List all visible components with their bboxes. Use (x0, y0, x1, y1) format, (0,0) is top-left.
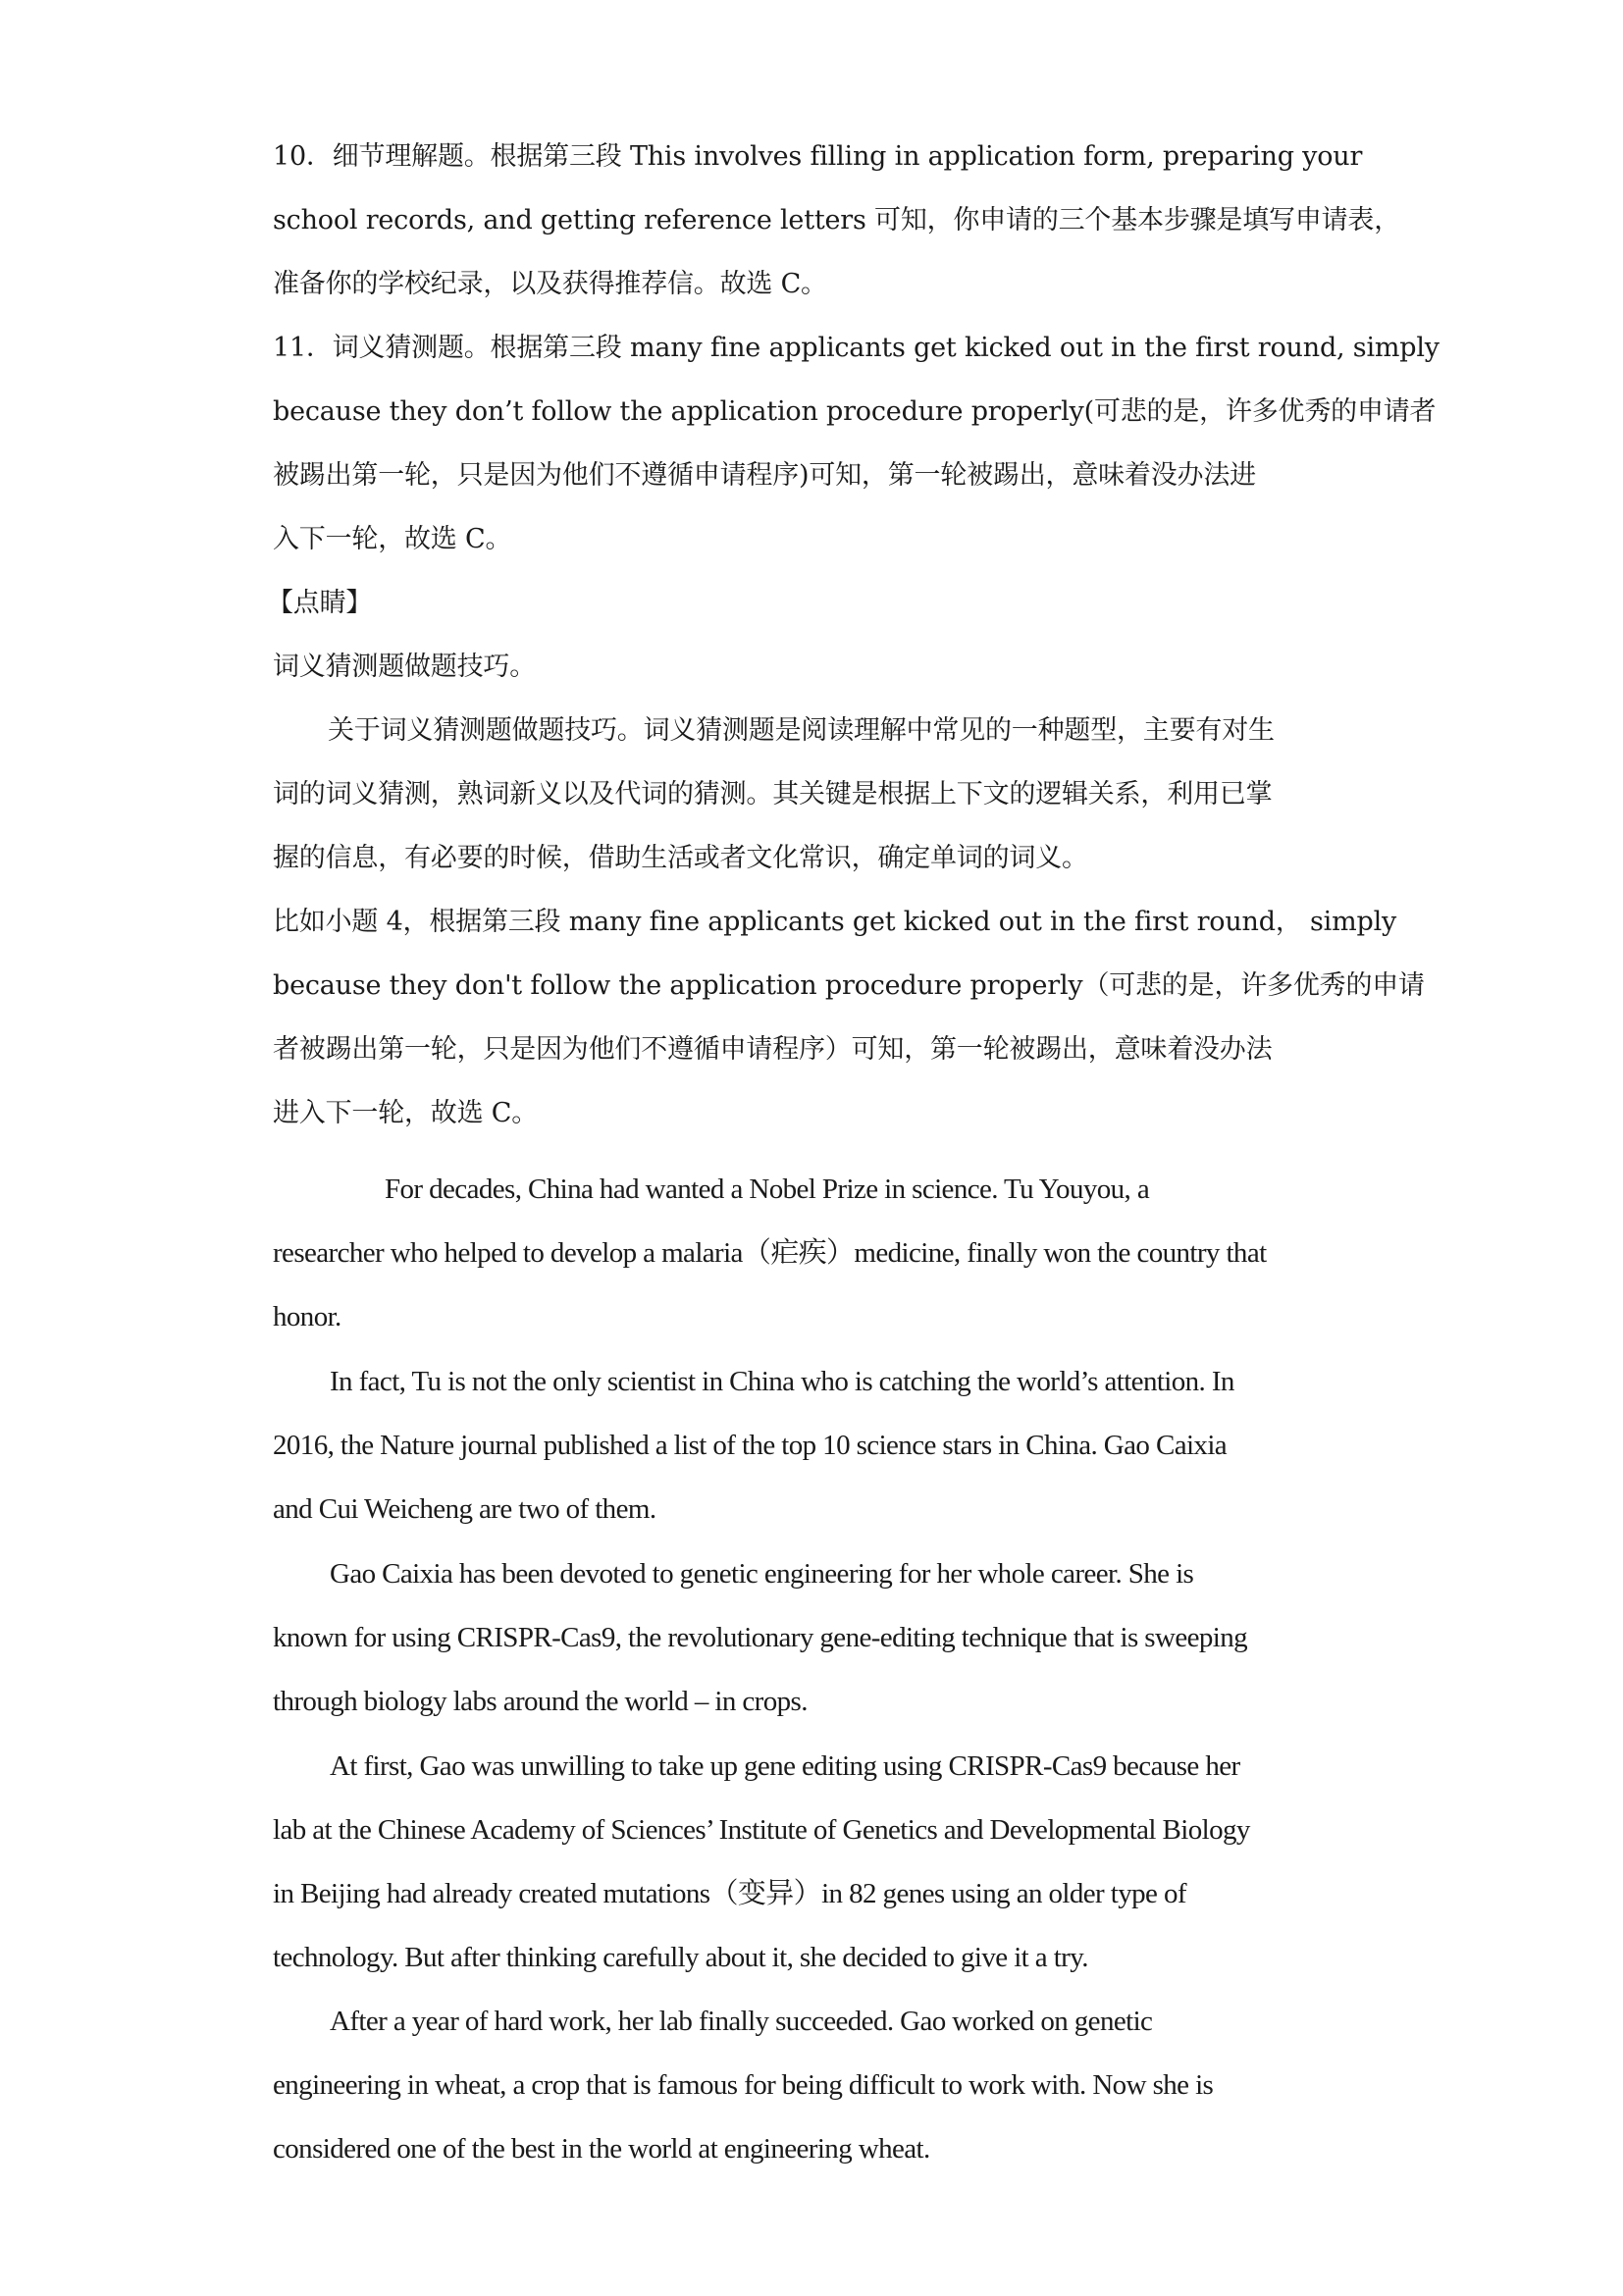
q10-line-3: 准备你的学校纪录，以及获得推荐信。故选 C。 (273, 269, 827, 299)
passage-p5-line-1: After a year of hard work, her lab finally succeeded. Gao worked on genetic (330, 2006, 1153, 2037)
tip-body-line-1: 关于词义猜测题做题技巧。词义猜测题是阅读理解中常见的一种题型，主要有对生 (328, 715, 1275, 746)
q11-line-1: 11．词义猜测题。根据第三段 many fine applicants get kicked out in the first round, simply (273, 333, 1440, 363)
tip-body-line-2: 词的词义猜测，熟词新义以及代词的猜测。其关键是根据上下文的逻辑关系，利用已掌 (273, 779, 1273, 809)
passage-p3-line-3: through biology labs around the world – in crops. (273, 1686, 808, 1717)
tip-example-line-1: 比如小题 4，根据第三段 many fine applicants get kicked out in the first round， simply (273, 907, 1397, 937)
passage-p4-line-2: lab at the Chinese Academy of Sciences’ Institute of Genetics and Developmental Biology (273, 1814, 1250, 1846)
q10-line-2: school records, and getting reference letters 可知，你申请的三个基本步骤是填写申请表， (273, 205, 1401, 235)
q11-line-3: 被踢出第一轮，只是因为他们不遵循申请程序)可知，第一轮被踢出，意味着没办法进 (273, 460, 1256, 491)
passage-p1-line-1: For decades, China had wanted a Nobel Prize in science. Tu Youyou, a (385, 1174, 1150, 1205)
passage-p1-line-3: honor. (273, 1301, 341, 1332)
passage-p2-line-2: 2016, the Nature journal published a list of the top 10 science stars in China. Gao Caixia (273, 1430, 1228, 1461)
tip-example-line-2: because they don't follow the application procedure properly（可悲的是，许多优秀的申请 (273, 970, 1425, 1001)
tip-example-line-3: 者被踢出第一轮，只是因为他们不遵循申请程序）可知，第一轮被踢出，意味着没办法 (273, 1034, 1273, 1065)
q11-line-4: 入下一轮，故选 C。 (273, 524, 512, 554)
passage-p4-line-3: in Beijing had already created mutations（变异）in 82 genes using an older type of (273, 1878, 1186, 1909)
passage-p3-line-2: known for using CRISPR-Cas9, the revolutionary gene-editing technique that is sweeping (273, 1622, 1248, 1653)
tip-example-line-4: 进入下一轮，故选 C。 (273, 1098, 539, 1128)
passage-p5-line-3: considered one of the best in the world at engineering wheat. (273, 2133, 930, 2165)
q11-line-2: because they don’t follow the application procedure properly(可悲的是，许多优秀的申请者 (273, 396, 1437, 427)
passage-p3-line-1: Gao Caixia has been devoted to genetic engineering for her whole career. She is (330, 1558, 1194, 1590)
passage-p2-line-1: In fact, Tu is not the only scientist in China who is catching the world’s attention. In (330, 1366, 1234, 1397)
passage-p4-line-1: At first, Gao was unwilling to take up gene editing using CRISPR-Cas9 because her (330, 1750, 1240, 1782)
passage-p5-line-2: engineering in wheat, a crop that is famous for being difficult to work with. Now she is (273, 2069, 1214, 2101)
tip-title: 词义猜测题做题技巧。 (273, 652, 536, 682)
tip-body-line-3: 握的信息，有必要的时候，借助生活或者文化常识，确定单词的词义。 (273, 843, 1088, 873)
q10-line-1: 10．细节理解题。根据第三段 This involves filling in application form, preparing your (273, 141, 1363, 172)
tip-heading: 【点睛】 (267, 588, 373, 618)
passage-p1-line-2: researcher who helped to develop a malaria（疟疾）medicine, finally won the country that (273, 1237, 1267, 1269)
passage-p2-line-3: and Cui Weicheng are two of them. (273, 1493, 656, 1525)
passage-p4-line-4: technology. But after thinking carefully about it, she decided to give it a try. (273, 1942, 1088, 1973)
